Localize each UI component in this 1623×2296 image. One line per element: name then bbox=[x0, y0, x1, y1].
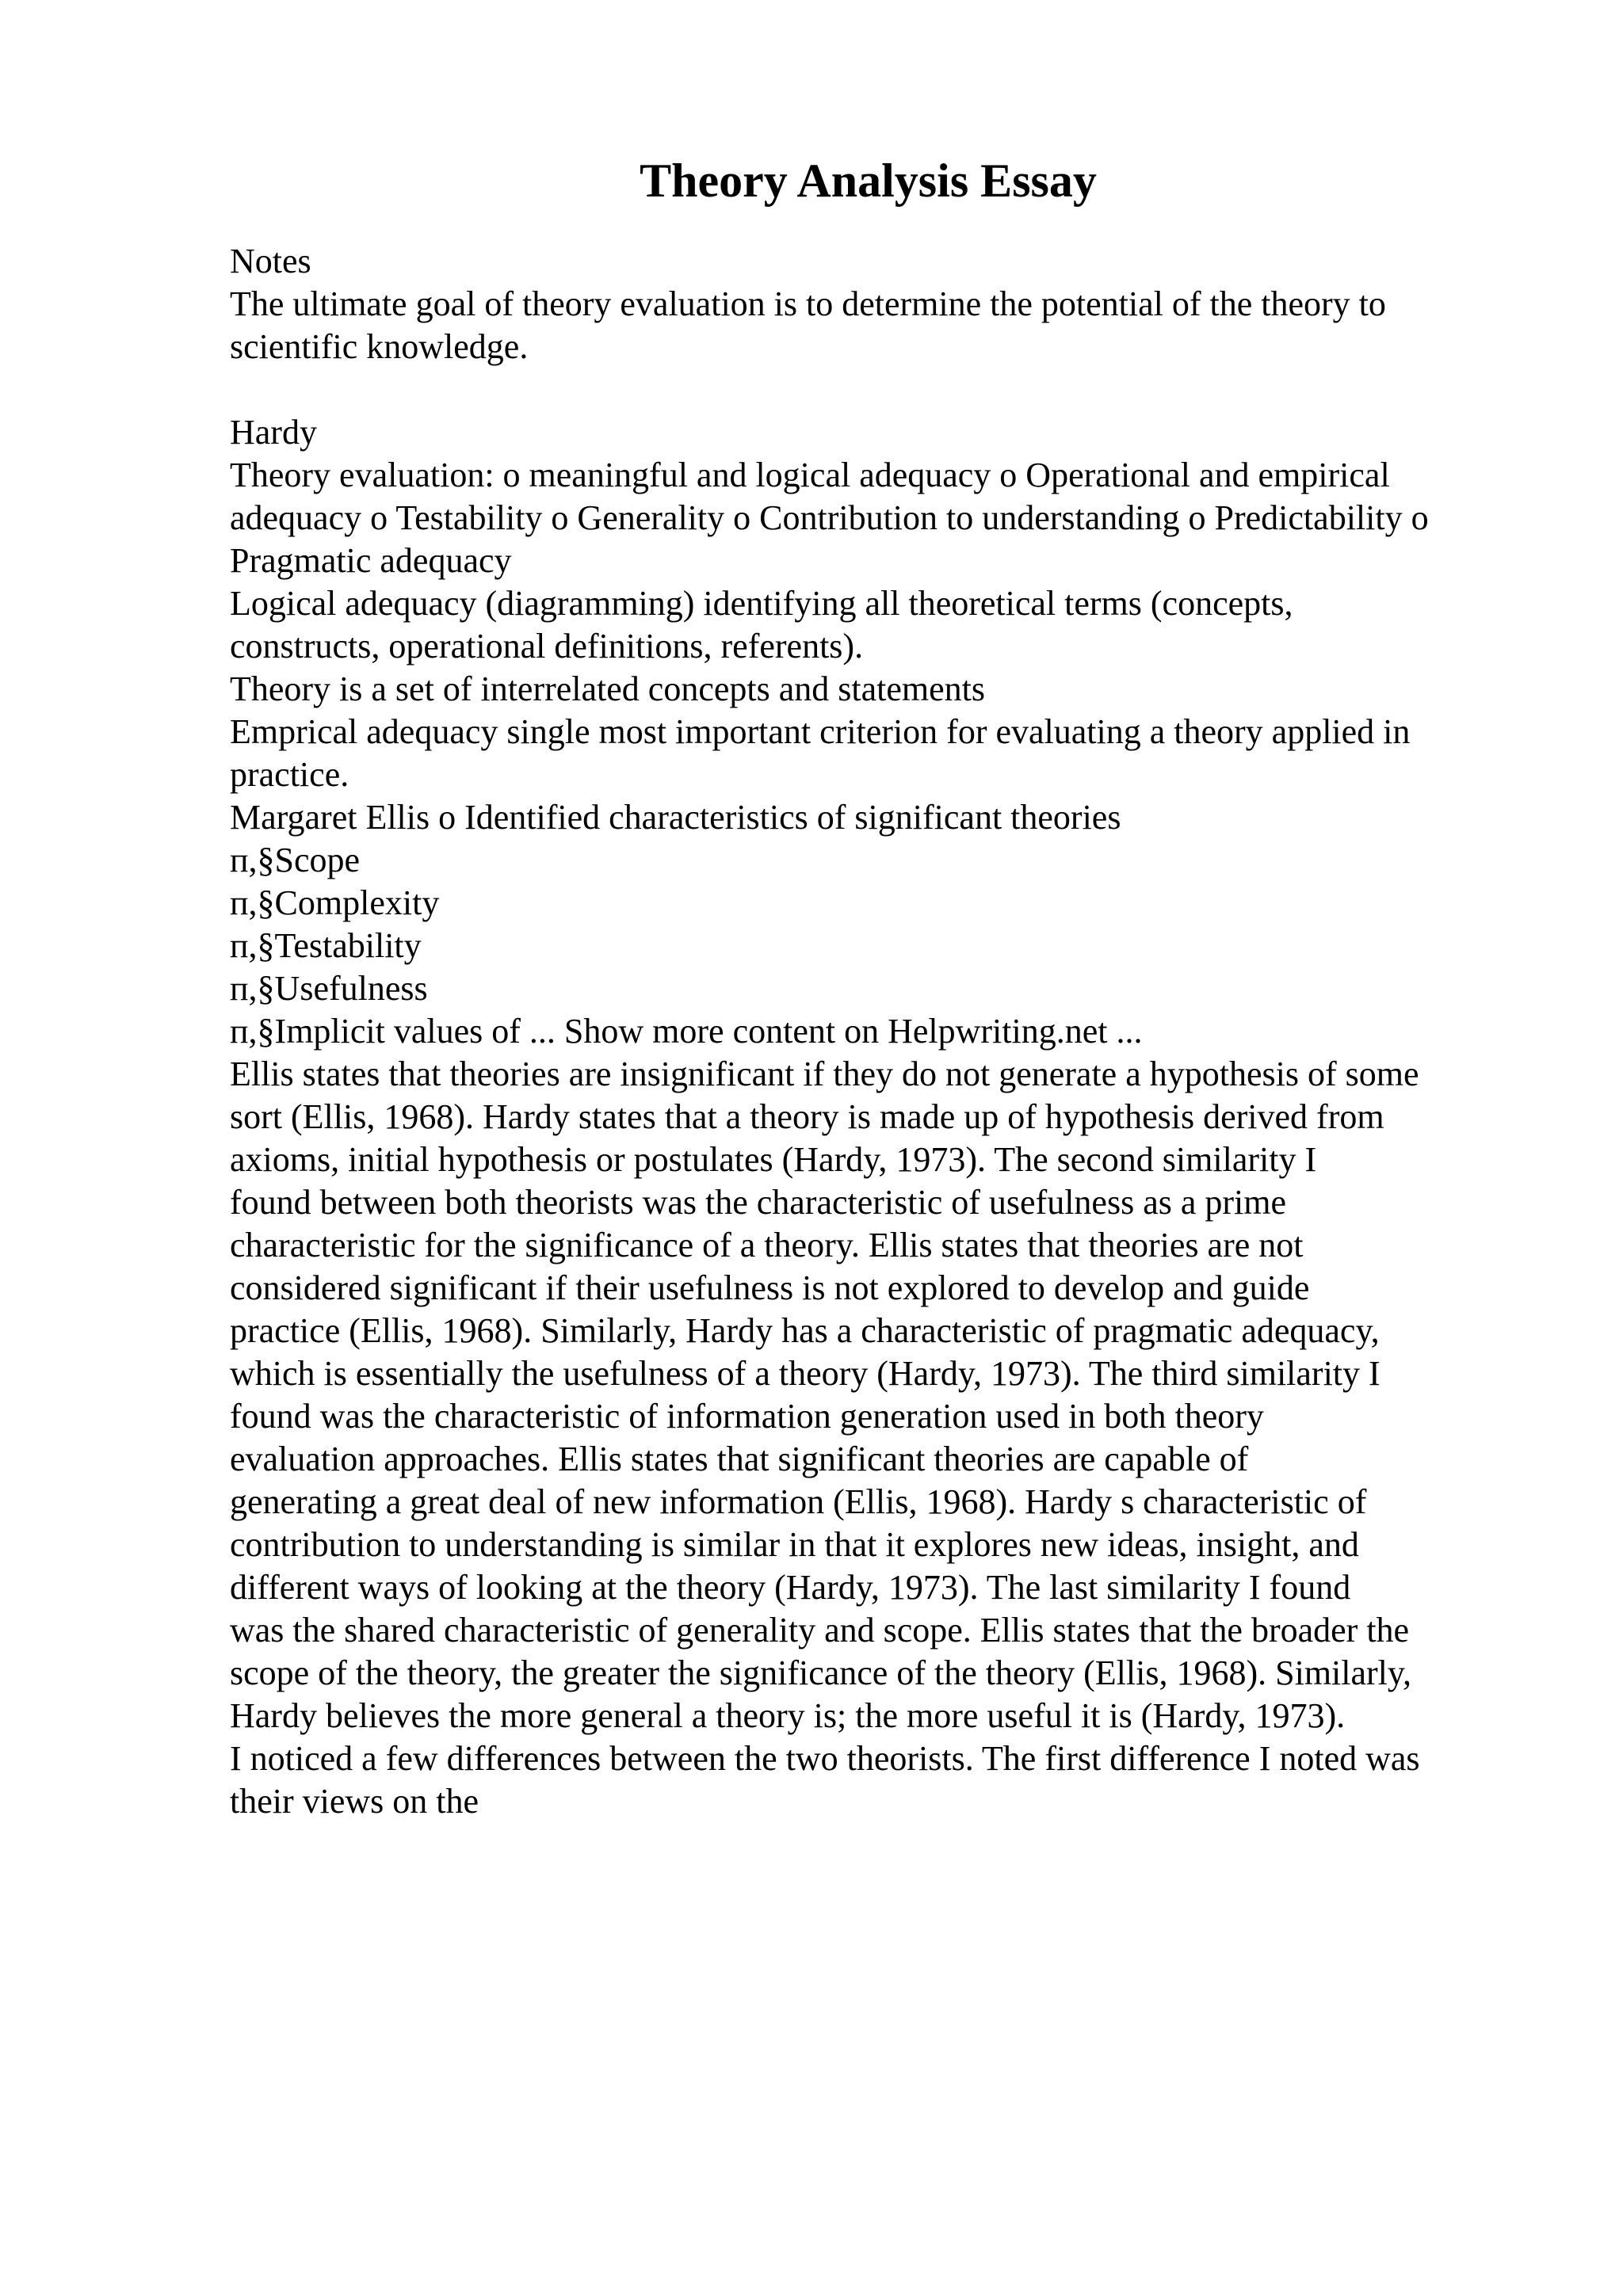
blank-line bbox=[230, 368, 1514, 411]
text-line: considered significant if their usefulness is not explored to develop and guide bbox=[230, 1268, 1310, 1307]
text-line: practice. bbox=[230, 755, 349, 794]
list-item-usefulness: п,§Usefulness bbox=[230, 969, 428, 1008]
text-line: characteristic for the significance of a theory. Ellis states that theories are not bbox=[230, 1226, 1304, 1264]
text-line: The ultimate goal of theory evaluation is to determine the potential of the theory to bbox=[230, 284, 1386, 323]
text-line: scope of the theory, the greater the significance of the theory (Ellis, 1968). Similarly, bbox=[230, 1653, 1412, 1692]
text-line: was the shared characteristic of generality and scope. Ellis states that the broader the bbox=[230, 1611, 1410, 1650]
text-line: Margaret Ellis o Identified characteristics of significant theories bbox=[230, 798, 1121, 837]
text-line: different ways of looking at the theory (Hardy, 1973). The last similarity I found bbox=[230, 1568, 1351, 1607]
text-line: constructs, operational definitions, referents). bbox=[230, 627, 864, 666]
text-line: contribution to understanding is similar in that it explores new ideas, insight, and bbox=[230, 1525, 1359, 1564]
text-line: sort (Ellis, 1968). Hardy states that a theory is made up of hypothesis derived from bbox=[230, 1097, 1384, 1136]
list-item-scope: п,§Scope bbox=[230, 841, 361, 879]
text-line: generating a great deal of new information (Ellis, 1968). Hardy s characteristic of bbox=[230, 1482, 1367, 1521]
list-item-testability: п,§Testability bbox=[230, 926, 422, 965]
text-line: scientific knowledge. bbox=[230, 327, 529, 366]
text-line: found between both theorists was the characteristic of usefulness as a prime bbox=[230, 1183, 1287, 1222]
text-line: evaluation approaches. Ellis states that significant theories are capable of bbox=[230, 1440, 1249, 1478]
text-line: Hardy bbox=[230, 413, 317, 452]
text-line: axioms, initial hypothesis or postulates (Hardy, 1973). The second similarity I bbox=[230, 1140, 1317, 1179]
document-body bbox=[230, 240, 1514, 1823]
text-line: practice (Ellis, 1968). Similarly, Hardy has a characteristic of pragmatic adequacy, bbox=[230, 1311, 1380, 1350]
text-line: Theory evaluation: o meaningful and logical adequacy o Operational and empirical bbox=[230, 456, 1390, 494]
text-line: Pragmatic adequacy bbox=[230, 541, 512, 580]
text-line: Logical adequacy (diagramming) identifying all theoretical terms (concepts, bbox=[230, 584, 1293, 623]
text-line: their views on the bbox=[230, 1782, 479, 1821]
text-line: Hardy believes the more general a theory is; the more useful it is (Hardy, 1973). bbox=[230, 1696, 1346, 1735]
text-line: Ellis states that theories are insignificant if they do not generate a hypothesis of some bbox=[230, 1055, 1419, 1093]
text-line: Emprical adequacy single most important criterion for evaluating a theory applied in bbox=[230, 712, 1411, 751]
text-line: found was the characteristic of information generation used in both theory bbox=[230, 1397, 1264, 1436]
text-line: Notes bbox=[230, 242, 311, 280]
document-title: Theory Analysis Essay bbox=[640, 154, 1097, 207]
list-item-complexity: п,§Complexity bbox=[230, 883, 440, 922]
text-line: Theory is a set of interrelated concepts and statements bbox=[230, 669, 985, 708]
text-line: adequacy o Testability o Generality o Contribution to understanding o Predictability o bbox=[230, 498, 1429, 537]
text-line: which is essentially the usefulness of a theory (Hardy, 1973). The third similarity I bbox=[230, 1354, 1381, 1393]
list-item-implicit-values: п,§Implicit values of ... Show more content on Helpwriting.net ... bbox=[230, 1012, 1143, 1051]
text-line: I noticed a few differences between the two theorists. The first difference I noted was bbox=[230, 1739, 1420, 1778]
